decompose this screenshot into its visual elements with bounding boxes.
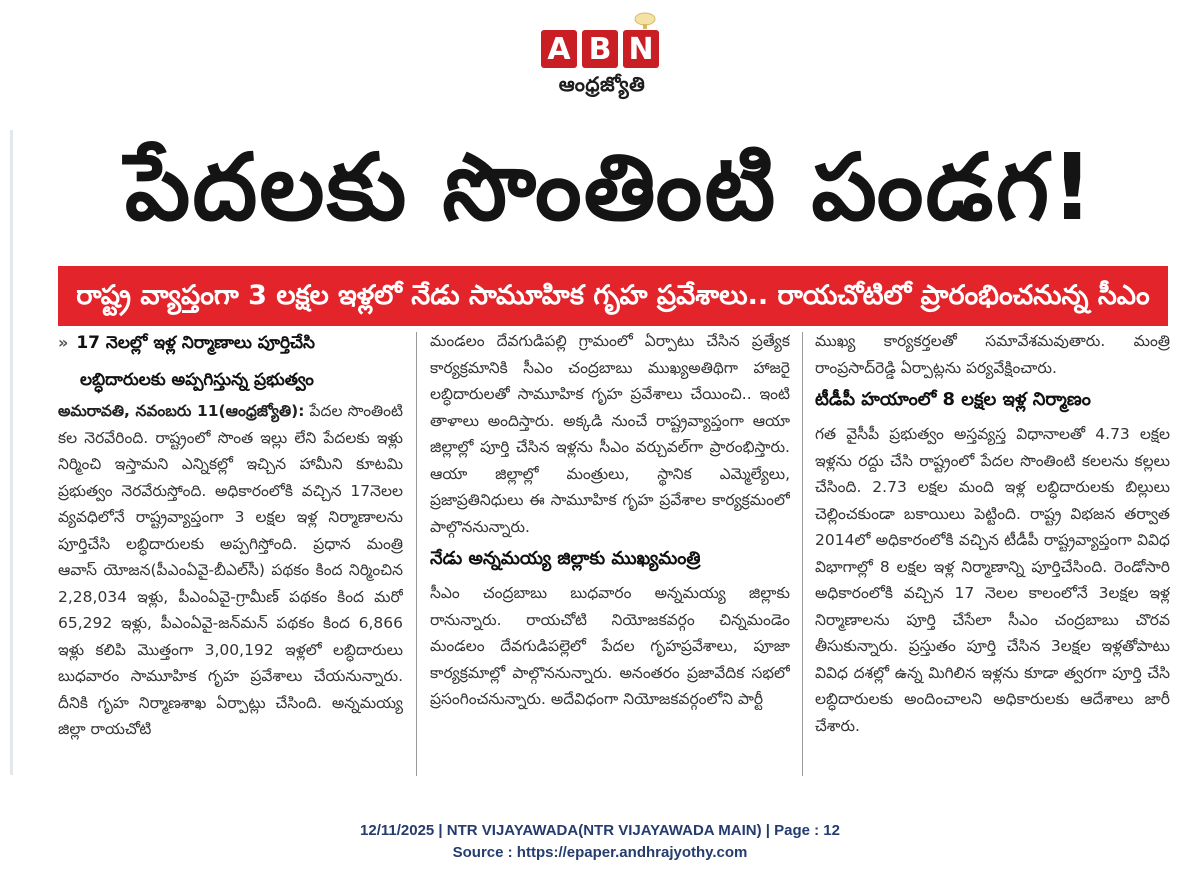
kicker	[58, 328, 403, 358]
article-paragraph	[58, 398, 403, 743]
column-divider	[802, 332, 803, 776]
headline: పేదలకు సొంతింటి పండగ!	[124, 134, 1096, 241]
subheadline-band: రాష్ట్ర వ్యాప్తంగా 3 లక్షల ఇళ్లలో నేడు సామూహిక గృహ ప్రవేశాలు.. రాయచోటిలో ప్రారంభించనున్న సీఎం	[58, 266, 1168, 326]
clipping-edge	[10, 130, 13, 775]
logo-subtitle: ఆంధ్రజ్యోతి	[558, 72, 646, 96]
article-paragraph: ముఖ్య కార్యకర్తలతో సమావేశమవుతారు. మంత్రి రాంప్రసాద్‌రెడ్డి ఏర్పాట్లను పర్యవేక్షించారు.	[815, 332, 1170, 377]
logo-letter-a: A	[541, 30, 577, 68]
column-divider	[416, 332, 417, 776]
source-footer	[0, 820, 1200, 864]
edition-info: 12/11/2025 | NTR VIJAYAWADA(NTR VIJAYAWADA MAIN) | Page : 12	[360, 822, 840, 839]
kicker-text: 17 నెలల్లో ఇళ్ల నిర్మాణాలు పూర్తిచేసి	[76, 333, 315, 353]
article-paragraph: సీఎం చంద్రబాబు బుధవారం అన్నమయ్య జిల్లాకు రానున్నారు. రాయచోటి నియోజకవర్గం చిన్నమండెం మండలం దేవగుడిపల్లెలో పేదల గృహప్రవేశాలు, పూజా కార్యక్రమాల్లో పాల్గొననున్నారు. అనంతరం ప్రజావేదిక సభలో ప్రసంగించనున్నారు. అదేవిధంగా నియోజకవర్గంలోని పార్టీ	[430, 584, 790, 708]
microphone-icon	[633, 12, 657, 30]
abn-logo	[541, 12, 663, 104]
double-chevron-right-icon: »	[58, 333, 69, 352]
logo-letters	[541, 30, 663, 68]
article-columns	[58, 328, 1170, 780]
article-column-2	[430, 328, 790, 780]
sub-kicker: లబ్ధిదారులకు అప్పగిస్తున్న ప్రభుత్వం	[80, 370, 314, 390]
article-column-3	[815, 328, 1170, 780]
dateline: అమరావతి, నవంబరు 11(ఆంధ్రజ్యోతి):	[58, 402, 305, 420]
subhead-cm-visit: నేడు అన్నమయ్య జిల్లాకు ముఖ్యమంత్రి	[430, 548, 701, 569]
column-1-body: పేదల సొంతింటి కల నెరవేరింది. రాష్ట్రంలో సొంత ఇల్లు లేని పేదలకు ఇళ్లు నిర్మించి ఇస్తామని ఎన్నికల్లో ఇచ్చిన హామీని కూటమి ప్రభుత్వం నెరవేరుస్తోంది. అధికారంలోకి వచ్చిన 17నెలల వ్యవధిలోనే రాష్ట్రవ్యాప్తంగా 3 లక్షల ఇళ్ల నిర్మాణాలను పూర్తిచేసి లబ్ధిదారులకు అప్పగిస్తోంది. ప్రధాన మంత్రి ఆవాస్ యోజన(పీఎంఏవై-బీఎల్‌సీ) పథకం కింద నిర్మించిన 2,28,034 ఇళ్లు, పీఎంఏవై-గ్రామీణ్ పథకం కింద మరో 65,292 ఇళ్లు, పీఎంఏవై-జన్‌మన్ పథకం కింద 6,866 ఇళ్లు కలిపి మొత్తంగా 3,00,192 ఇళ్లలో లబ్ధిదారులు బుధవారం సామూహిక గృహ ప్రవేశాలు చేయనున్నారు. దీనికి గృహ నిర్మాణశాఖ ఏర్పాట్లు చేసింది. అన్నమయ్య జిల్లా రాయచోటి	[58, 402, 403, 738]
logo-letter-b: B	[582, 30, 618, 68]
logo-letter-n: N	[623, 30, 659, 68]
subhead-tdp-houses: టీడీపీ హయాంలో 8 లక్షల ఇళ్ల నిర్మాణం	[815, 389, 1091, 410]
source-link[interactable]: Source : https://epaper.andhrajyothy.com	[452, 844, 748, 861]
article-paragraph: గత వైసీపీ ప్రభుత్వం అస్తవ్యస్త విధానాలతో 4.73 లక్షల ఇళ్లను రద్దు చేసి రాష్ట్రంలో పేదల సొంతింటి కలలను కల్లలు చేసింది. 2.73 లక్షల మంది ఇళ్ల లబ్ధిదారులకు బిల్లులు చెల్లించకుండా బకాయిలు పెట్టింది. రాష్ట్ర విభజన తర్వాత 2014లో అధికారంలోకి వచ్చిన టీడీపీ రాష్ట్రవ్యాప్తంగా వివిధ విభాగాల్లో 8 లక్షల ఇళ్ల నిర్మాణాన్ని పూర్తిచేసింది. రెండోసారి అధికారంలోకి వచ్చిన 17 నెలల కాలంలోనే 3లక్షల ఇళ్ల నిర్మాణాలను పూర్తి చేసేలా సీఎం చంద్రబాబు చొరవ తీసుకున్నారు. ప్రస్తుతం పూర్తి చేసిన 3లక్షల ఇళ్లతోపాటు వివిధ దశల్లో ఉన్న మిగిలిన ఇళ్లను కూడా త్వరగా పూర్తి చేసి లబ్ధిదారులకు అందించాలని అధికారులకు ఆదేశాలు జారీ చేశారు.	[815, 425, 1170, 735]
article-paragraph: మండలం దేవగుడిపల్లి గ్రామంలో ఏర్పాటు చేసిన ప్రత్యేక కార్యక్రమానికి సీఎం చంద్రబాబు ముఖ్యఅతిథిగా హాజరై లబ్ధిదారులతో సామూహిక గృహ ప్రవేశాలు చేయించి.. ఇంటి తాళాలు అందిస్తారు. అక్కడి నుంచే రాష్ట్రవ్యాప్తంగా ఆయా జిల్లాల్లో పూర్తి చేసిన ఇళ్లను సీఎం వర్చువల్‌గా ప్రారంభిస్తారు. ఆయా జిల్లాల్లో మంత్రులు, స్థానిక ఎమ్మెల్యేలు, ప్రజాప్రతినిధులు ఈ సామూహిక గృహ ప్రవేశాల కార్యక్రమంలో పాల్గొననున్నారు.	[430, 332, 790, 536]
article-column-1	[58, 328, 403, 780]
